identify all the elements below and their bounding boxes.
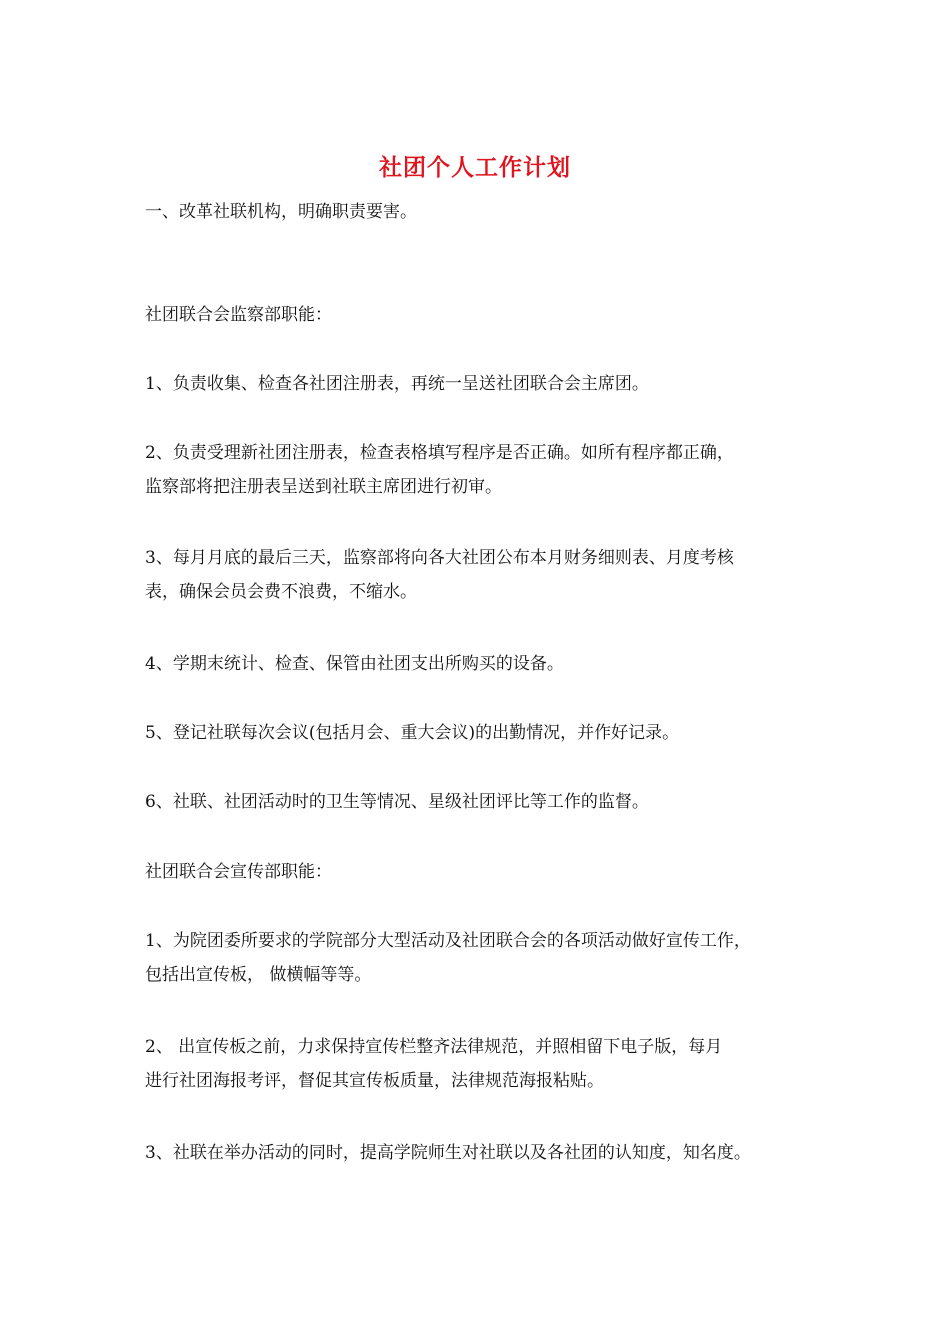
- paragraph-publicity-2: [145, 1030, 825, 1098]
- paragraph-line: 4、学期末统计、检查、保管由社团支出所购买的设备。: [145, 654, 564, 674]
- paragraph-line: 包括出宣传板， 做横幅等等。: [145, 965, 372, 985]
- paragraph-supervision-5: [145, 716, 825, 750]
- paragraph-line: 监察部将把注册表呈送到社联主席团进行初审。: [145, 477, 502, 497]
- paragraph-supervision-1: [145, 367, 825, 401]
- paragraph-line: 1、负责收集、检查各社团注册表，再统一呈送社团联合会主席团。: [145, 374, 649, 394]
- document-title: 社团个人工作计划: [379, 154, 571, 181]
- paragraph-line: 5、登记社联每次会议(包括月会、重大会议)的出勤情况，并作好记录。: [145, 723, 680, 743]
- paragraph-publicity-3: [145, 1136, 825, 1170]
- paragraph-supervision-3: [145, 541, 825, 609]
- paragraph-supervision-4: [145, 647, 825, 681]
- paragraph-line: 3、每月月底的最后三天，监察部将向各大社团公布本月财务细则表、月度考核: [145, 548, 734, 568]
- paragraph-reform: [145, 195, 825, 229]
- paragraph-supervision-6: [145, 785, 825, 819]
- heading-publicity-dept: [145, 855, 825, 889]
- paragraph-line: 6、社联、社团活动时的卫生等情况、星级社团评比等工作的监督。: [145, 792, 649, 812]
- paragraph-line: 一、改革社联机构，明确职责要害。: [145, 202, 417, 222]
- paragraph-line: 2、负责受理新社团注册表，检查表格填写程序是否正确。如所有程序都正确，: [145, 443, 734, 463]
- paragraph-line: 3、社联在举办活动的同时，提高学院师生对社联以及各社团的认知度，知名度。: [145, 1143, 751, 1163]
- paragraph-line: 表，确保会员会费不浪费，不缩水。: [145, 582, 417, 602]
- paragraph-line: 社团联合会宣传部职能：: [145, 862, 332, 882]
- heading-supervision-dept: [145, 298, 825, 332]
- paragraph-line: 2、 出宣传板之前，力求保持宣传栏整齐法律规范，并照相留下电子版，每月: [145, 1037, 723, 1057]
- paragraph-line: 1、为院团委所要求的学院部分大型活动及社团联合会的各项活动做好宣传工作，: [145, 931, 751, 951]
- paragraph-supervision-2: [145, 436, 825, 504]
- paragraph-publicity-1: [145, 924, 825, 992]
- paragraph-line: 社团联合会监察部职能：: [145, 305, 332, 325]
- paragraph-line: 进行社团海报考评，督促其宣传板质量，法律规范海报粘贴。: [145, 1071, 604, 1091]
